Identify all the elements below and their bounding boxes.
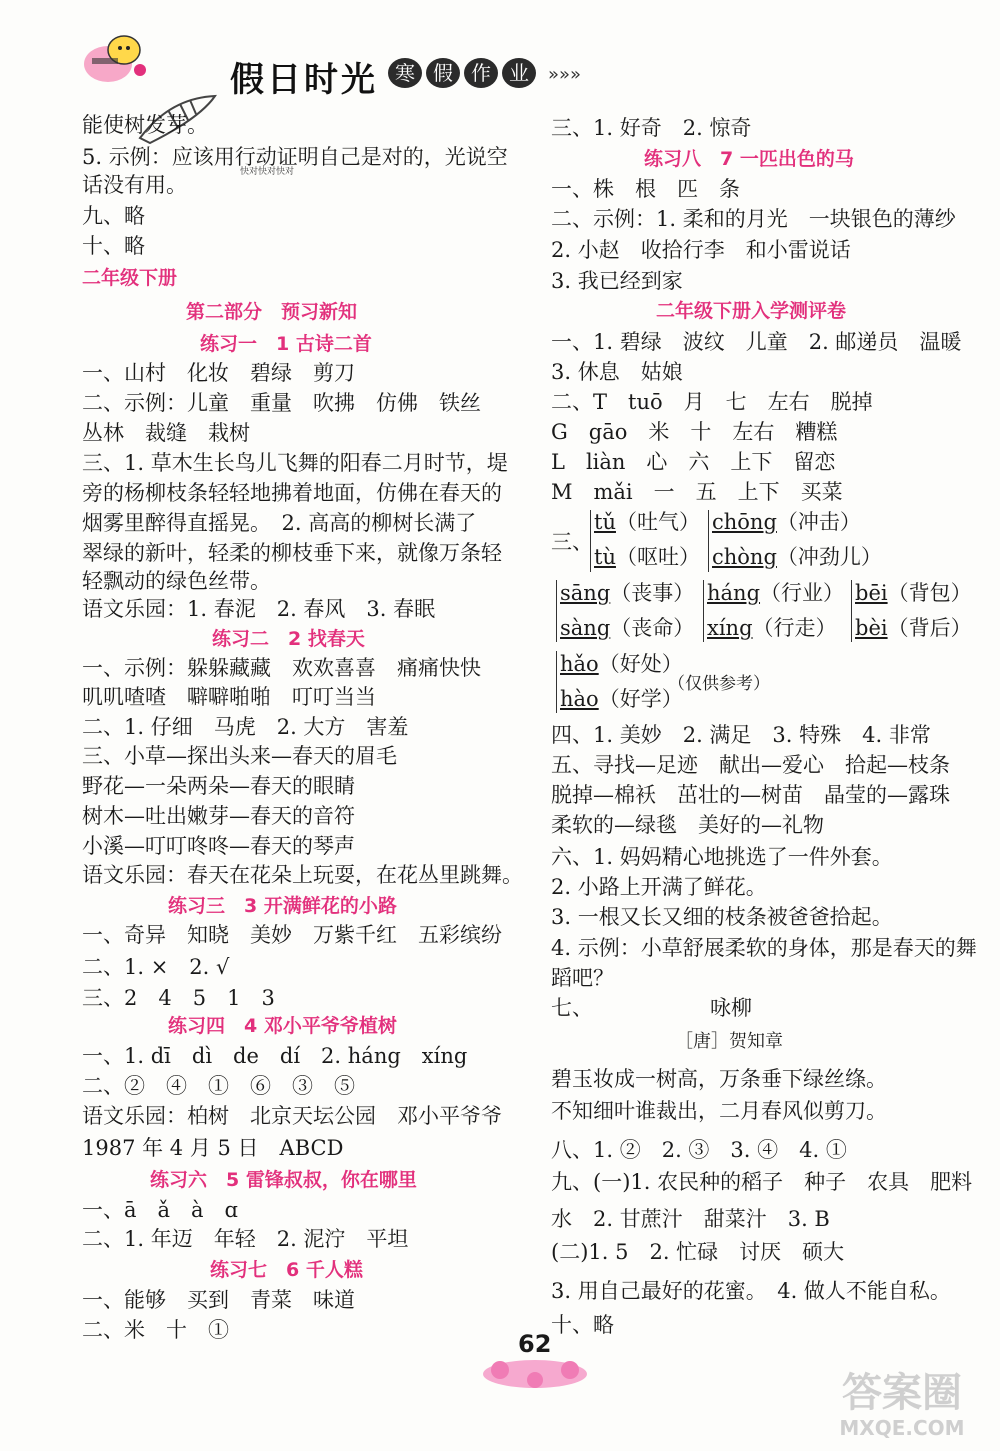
text-line: 2. 小赵 收拾行李 和小雷说话 — [551, 238, 851, 262]
watermark-text: 答案圈 — [842, 1370, 962, 1416]
bee-icon — [78, 30, 148, 86]
exercise-heading: 练习六 5 雷锋叔叔，你在哪里 — [150, 1169, 417, 1191]
text-line: 翠绿的新叶，轻柔的柳枝垂下来，就像万条轻 — [82, 541, 502, 565]
text-line: 3. 用自己最好的花蜜。 4. 做人不能自私。 — [551, 1279, 951, 1303]
poem-title: 咏柳 — [710, 996, 752, 1020]
pinyin-entry: chōng（冲击） — [712, 510, 861, 534]
text-line: 1987 年 4 月 5 日 ABCD — [82, 1136, 344, 1160]
text-line: L liàn 心 六 上下 留恋 — [551, 450, 836, 474]
text-line: 九、略 — [82, 204, 145, 228]
text-line: 二、1. 仔细 马虎 2. 大方 害羞 — [82, 715, 409, 739]
header-subtitle: 寒 假 作 业 — [388, 58, 536, 88]
bracket — [851, 580, 852, 642]
text-line: 一、1. dī dì de dí 2. háng xíng — [82, 1044, 468, 1068]
header-arrows: »»» — [548, 64, 582, 85]
text-line: 二、米 十 ① — [82, 1318, 229, 1342]
text-line: 三、小草—探出头来—春天的眉毛 — [82, 744, 397, 768]
poem-author: ［唐］贺知章 — [675, 1031, 783, 1052]
text-line: 4. 示例：小草舒展柔软的身体，那是春天的舞 — [551, 936, 977, 960]
text-line: 5. 示例：应该用行动证明自己是对的，光说空 — [82, 145, 508, 169]
text-line: 语文乐园：春天在花朵上玩耍，在花丛里跳舞。 — [82, 863, 523, 887]
text-line: 八、1. ② 2. ③ 3. ④ 4. ① — [551, 1138, 847, 1162]
pinyin-entry: xíng（行走） — [707, 616, 837, 640]
text-line: (二)1. 5 2. 忙碌 讨厌 硕大 — [551, 1240, 845, 1264]
bracket — [703, 580, 704, 642]
text-line: 一、能够 买到 青菜 味道 — [82, 1288, 355, 1312]
page-number: 62 — [518, 1330, 552, 1358]
section-heading: 第二部分 预习新知 — [186, 301, 358, 323]
text-line: 3. 一根又长又细的枝条被爸爸拾起。 — [551, 905, 893, 929]
text-line: 语文乐园：1. 春泥 2. 春风 3. 春眠 — [82, 597, 436, 621]
text-line: 一、株 根 匹 条 — [551, 177, 740, 201]
text-line: 二、示例：儿童 重量 吹拂 仿佛 铁丝 — [82, 391, 481, 415]
text-line: 五、寻找—足迹 献出—爱心 拾起—枝条 — [551, 753, 950, 777]
pinyin-entry: bèi（背后） — [855, 616, 972, 640]
text-line: 语文乐园：柏树 北京天坛公园 邓小平爷爷 — [82, 1104, 502, 1128]
text-line: 三、1. 草木生长鸟儿飞舞的阳春二月时节，堤 — [82, 451, 508, 475]
pinyin-entry: bēi（背包） — [855, 581, 972, 605]
text-line: 十、略 — [82, 234, 145, 258]
text-line: 一、奇异 知晓 美妙 万紫千红 五彩缤纷 — [82, 923, 502, 947]
text-line: 树木—吐出嫩芽—春天的音符 — [82, 804, 355, 828]
bracket — [708, 510, 709, 572]
text-line: 能使树发芽。 — [82, 113, 208, 137]
watermark-url: MXQE.COM — [839, 1416, 965, 1440]
text-line: M mǎi 一 五 上下 买菜 — [551, 480, 843, 504]
bracket — [556, 651, 557, 713]
pinyin-entry: sāng（丧事） — [560, 581, 695, 605]
text-line: 九、(一)1. 农民种的稻子 种子 农具 肥料 — [551, 1170, 973, 1194]
text-line: 七、 — [551, 996, 593, 1020]
text-line: 蹈吧？ — [551, 966, 614, 990]
text-line: 烟雾里醉得直摇晃。 2. 高高的柳树长满了 — [82, 511, 477, 535]
text-line: 一、ā ǎ à ɑ — [82, 1198, 239, 1222]
pinyin-entry: chòng（冲劲儿） — [712, 545, 882, 569]
text-line: 柔软的—绿毯 美好的—礼物 — [551, 813, 824, 837]
exercise-heading: 练习八 7 一匹出色的马 — [644, 148, 854, 170]
text-line: 一、山村 化妆 碧绿 剪刀 — [82, 361, 355, 385]
text-line: 六、1. 妈妈精心地挑选了一件外套。 — [551, 845, 893, 869]
text-line: 十、略 — [551, 1313, 614, 1337]
text-line: 3. 我已经到家 — [551, 269, 683, 293]
text-line: 一、1. 碧绿 波纹 儿童 2. 邮递员 温暖 — [551, 330, 962, 354]
header-title: 假日时光 — [230, 60, 378, 100]
text-line: 3. 休息 姑娘 — [551, 360, 683, 384]
exercise-heading: 练习七 6 千人糕 — [210, 1259, 363, 1281]
text-line: 旁的杨柳枝条轻轻地拂着地面，仿佛在春天的 — [82, 481, 502, 505]
text-line: 丛林 裁缝 栽树 — [82, 421, 250, 445]
text-line: 小溪—叮叮咚咚—春天的琴声 — [82, 834, 355, 858]
section-heading: 二年级下册入学测评卷 — [656, 300, 847, 322]
text-line: 轻飘动的绿色丝带。 — [82, 569, 271, 593]
question-label: 三、 — [551, 530, 593, 554]
text-line: 野花—一朵两朵—春天的眼睛 — [82, 774, 355, 798]
handwritten-note: （仅供参考） — [668, 674, 770, 694]
text-line: 二、T tuō 月 七 左右 脱掉 — [551, 390, 873, 414]
exercise-heading: 练习一 1 古诗二首 — [200, 333, 372, 355]
pinyin-entry: hào（好学） — [560, 687, 683, 711]
exercise-heading: 练习四 4 邓小平爷爷植树 — [168, 1015, 397, 1037]
text-line: 一、示例：躲躲藏藏 欢欢喜喜 痛痛快快 — [82, 656, 481, 680]
page-header — [70, 18, 582, 100]
watermark-logo — [812, 1370, 992, 1445]
text-line: 2. 小路上开满了鲜花。 — [551, 875, 767, 899]
pinyin-entry: tù（呕吐） — [594, 545, 700, 569]
bracket — [556, 580, 557, 642]
pinyin-entry: sàng（丧命） — [560, 616, 695, 640]
text-line: 四、1. 美妙 2. 满足 3. 特殊 4. 非常 — [551, 723, 931, 747]
poem-line: 碧玉妆成一树高，万条垂下绿丝绦。 — [551, 1067, 887, 1091]
text-line: 二、1. × 2. √ — [82, 955, 230, 979]
pinyin-entry: háng（行业） — [707, 581, 845, 605]
section-heading: 二年级下册 — [82, 267, 178, 289]
pinyin-entry: hǎo（好处） — [560, 652, 683, 676]
handwritten-note: 快对快对快对 — [240, 167, 295, 177]
pinyin-entry: tǔ（吐气） — [594, 510, 700, 534]
text-line: 话没有用。 — [82, 173, 187, 197]
poem-line: 不知细叶谁裁出，二月春风似剪刀。 — [551, 1099, 887, 1123]
text-line: 三、1. 好奇 2. 惊奇 — [551, 116, 752, 140]
text-line: 脱掉—棉袄 茁壮的—树苗 晶莹的—露珠 — [551, 783, 950, 807]
bracket — [590, 510, 591, 572]
text-line: 二、示例：1. 柔和的月光 一块银色的薄纱 — [551, 207, 956, 231]
text-line: 水 2. 甘蔗汁 甜菜汁 3. B — [551, 1207, 830, 1231]
text-line: 二、② ④ ① ⑥ ③ ⑤ — [82, 1074, 355, 1098]
exercise-heading: 练习二 2 找春天 — [212, 628, 365, 650]
text-line: G gāo 米 十 左右 糟糕 — [551, 420, 838, 444]
exercise-heading: 练习三 3 开满鲜花的小路 — [168, 895, 397, 917]
text-line: 二、1. 年迈 年轻 2. 泥泞 平坦 — [82, 1227, 409, 1251]
text-line: 三、2 4 5 1 3 — [82, 986, 275, 1010]
text-line: 叽叽喳喳 噼噼啪啪 叮叮当当 — [82, 685, 376, 709]
